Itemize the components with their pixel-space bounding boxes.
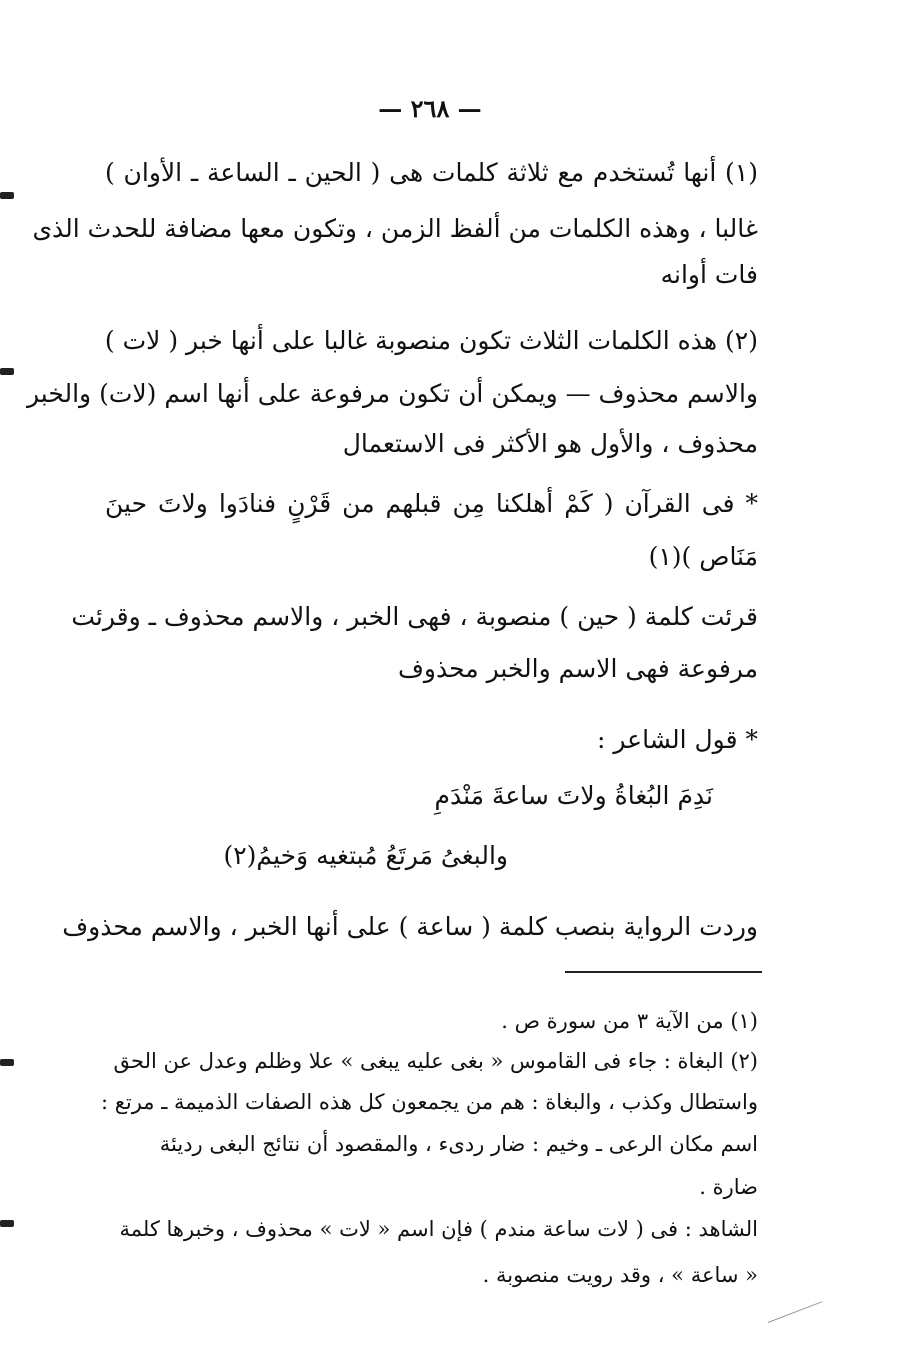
footnote-line: (١) من الآية ٣ من سورة ص . xyxy=(501,1009,758,1033)
footnote-line: الشاهد : فى ( لات ساعة مندم ) فإن اسم « لات » محذوف ، وخبرها كلمة xyxy=(119,1217,758,1241)
scan-scratch xyxy=(768,1301,823,1323)
body-line: (١) أنها تُستخدم مع ثلاثة كلمات هى ( الحين ـ الساعة ـ الأوان ) xyxy=(105,158,758,187)
body-line: وردت الرواية بنصب كلمة ( ساعة ) على أنها الخبر ، والاسم محذوف xyxy=(62,912,758,941)
quran-verse-end: مَنَاص )(١) xyxy=(648,542,758,571)
margin-mark xyxy=(0,1059,14,1066)
footnote-line: (٢) البغاة : جاء فى القاموس « بغى عليه يبغى » علا وظلم وعدل عن الحق xyxy=(113,1049,758,1073)
body-line: والاسم محذوف — ويمكن أن تكون مرفوعة على أنها اسم (لات) والخبر xyxy=(27,379,758,408)
footnote-separator xyxy=(565,971,762,973)
footnote-line: ضارة . xyxy=(699,1175,758,1199)
footnote-line: اسم مكان الرعى ـ وخيم : ضار ردىء ، والمقصود أن نتائج البغى رديئة xyxy=(159,1132,758,1156)
page-number: — ٢٦٨ — xyxy=(378,94,482,123)
body-line: (٢) هذه الكلمات الثلاث تكون منصوبة غالبا على أنها خبر ( لات ) xyxy=(104,326,758,355)
footnote-line: واستطال وكذب ، والبغاة : هم من يجمعون كل هذه الصفات الذميمة ـ مرتع : xyxy=(100,1090,758,1114)
poem-verse-2: والبغىُ مَرتَعُ مُبتغيه وَخيمُ(٢) xyxy=(223,841,508,870)
body-line: فات أوانه xyxy=(660,260,758,289)
margin-mark xyxy=(0,368,14,375)
body-line: قرئت كلمة ( حين ) منصوبة ، فهى الخبر ، والاسم محذوف ـ وقرئت xyxy=(71,602,758,631)
footnote-line: « ساعة » ، وقد رويت منصوبة . xyxy=(482,1263,758,1287)
body-line: مرفوعة فهى الاسم والخبر محذوف xyxy=(397,654,758,683)
margin-mark xyxy=(0,192,14,199)
poet-heading: * قول الشاعر : xyxy=(597,725,758,754)
body-line: غالبا ، وهذه الكلمات من ألفظ الزمن ، وتكون معها مضافة للحدث الذى xyxy=(32,214,758,243)
margin-mark xyxy=(0,1220,14,1227)
body-line: محذوف ، والأول هو الأكثر فى الاستعمال xyxy=(342,429,758,458)
quran-verse: * فى القرآن ( كَمْ أهلكنا مِن قبلهم من قَرْنٍ فنادَوا ولاتَ حينَ xyxy=(105,489,758,518)
poem-verse-1: نَدِمَ البُغاةُ ولاتَ ساعةَ مَنْدَمِ xyxy=(434,781,713,810)
